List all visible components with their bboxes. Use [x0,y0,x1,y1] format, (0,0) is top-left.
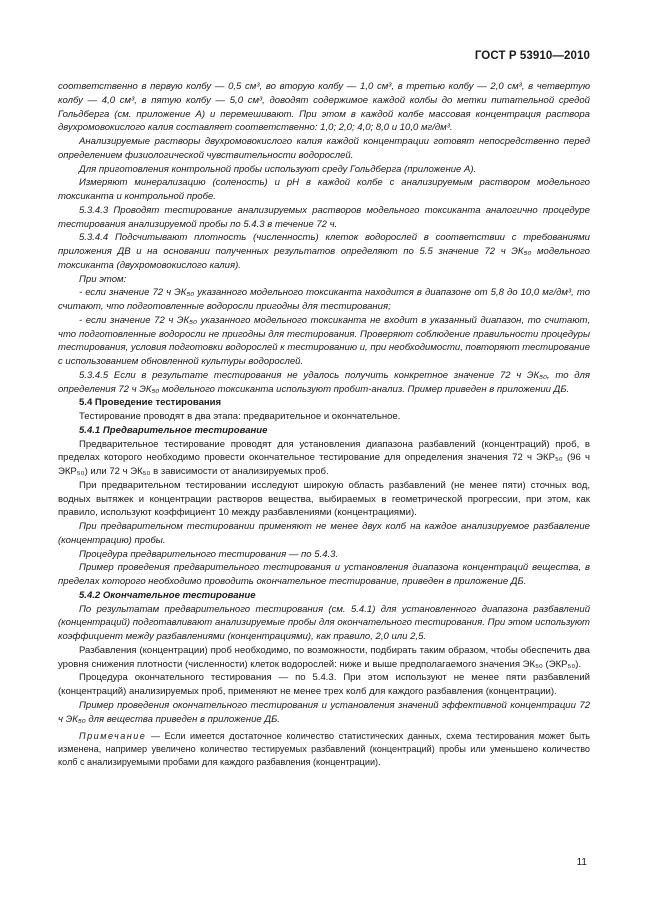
note [58,730,590,769]
paragraph: При этом: [79,273,127,285]
paragraph: Процедура предварительного тестирования — по 5.4.3. [79,548,339,560]
paragraph: Пример проведения окончательного тестирования и установления значений эффективной концентрации 72 ч ЭК₅₀ для вещества приведен в приложение ДБ. [58,699,590,725]
document-body [58,80,590,769]
paragraph: Измеряют минерализацию (соленость) и рН в каждой колбе с анализируемым раствором модельного токсиканта и контрольной пробе. [58,177,590,202]
paragraph: 5.3.4.3 Проводят тестирование анализируемых растворов модельного токсиканта аналогично процедуре тестирования анализируемой пробы по 5.4.3 в течение 72 ч. [58,204,590,230]
paragraph: 5.3.4.5 Если в результате тестирования не удалось получить конкретное значение 72 ч ЭК₅₀, то для определения 72 ч ЭК₅₀ модельного токсиканта используют пробит-анализ. Пример приведен в приложении ДБ. [58,369,590,395]
paragraph: Для приготовления контрольной пробы используют среду Гольдберга (приложение А). [79,163,477,175]
note-label: Примечание [79,731,147,742]
paragraph: соответственно в первую колбу — 0,5 см³, во вторую колбу — 1,0 см³, в третью колбу — 2,0 см³, в четвертую колбу — 4,0 см³, в пятую колбу — 5,0 см³, доводят содержимое каждой колбы до метки питательной средой Гольдберга (см. приложение А) и перемешивают. При этом в каждой колбе массовая концентрация раствора двухромовокислого калия составляет соответственно: 1,0; 2,0; 4,0; 8,0 и 10,0 мг/дм³. [58,81,590,134]
paragraph: 5.3.4.4 Подсчитывают плотность (численность) клеток водорослей в соответствии с требованиями приложения ДВ и на основании полученных результатов определяют по 5.5 значение 72 ч ЭК₅₀ модельного токсиканта (двухромовокислого калия). [58,232,590,271]
paragraph: При предварительном тестировании исследуют широкую область разбавлений (не менее пяти) сточных вод, водных вытяжек и концентрации растворов вещества, выбираемых в геометрической прогрессии, при этом, как правило, используют коэффициент 10 между разбавлениями (концентрациями). [58,479,590,519]
page-number: 11 [576,857,587,868]
subsection-heading: 5.4.2 Окончательное тестирование [79,589,256,601]
paragraph: Анализируемые растворы двухромовокислого калия каждой концентрации готовят непосредственно перед определением физиологической чувствительности водорослей. [58,136,590,161]
paragraph: Пример проведения предварительного тестирования и установления диапазона концентраций вещества, в пределах которого необходимо проводить окончательное тестирование, приведен в приложение ДБ. [58,562,590,587]
paragraph: - если значение 72 ч ЭК₅₀ указанного модельного токсиканта находится в диапазоне от 5,8 до 10,0 мг/дм³, то считают, что подготовленные водоросли пригодны для тестирования; [58,287,590,312]
section-heading: 5.4 Проведение тестирования [79,397,222,409]
paragraph: Тестирование проводят в два этапа: предварительное и окончательное. [79,411,401,422]
paragraph: При предварительном тестировании применяют не менее двух колб на каждое анализируемое разбавление (концентрацию) пробы. [58,521,590,546]
paragraph: По результатам предварительного тестирования (см. 5.4.1) для установленного диапазона разбавлений (концентраций) подготавливают анализируемые пробы для окончательного тестирования. При этом используют коэффициент между разбавлениями (концентрациями), как правило, 2,0 или 2,5. [58,603,590,642]
paragraph: - если значение 72 ч ЭК₅₀ указанного модельного токсиканта не входит в указанный диапазон, то считают, что подготовленные водоросли не пригодны для тестирования. Проверяют соблюдение правильности процедуры тестирования, условия подготовки водорослей к тестированию и, при необходимости, повторяют тестирование с использованием обновленной культуры водорослей. [58,314,590,367]
paragraph: Процедура окончательного тестирования — по 5.4.3. При этом используют не менее пяти разбавлений (концентраций) анализируемых проб, применяют не менее трех колб для каждого разбавления (концентрации). [58,672,590,697]
standard-code-header: ГОСТ Р 53910—2010 [474,50,590,62]
paragraph: Разбавления (концентрации) проб необходимо, по возможности, подбирать таким образом, чтобы обеспечить два уровня снижения плотности (численности) клеток водорослей: ниже и выше предполагаемого значения ЭК₅₀ (ЭКР₅₀). [58,644,590,670]
note-text: — Если имеется достаточное количество статистических данных, схема тестирования может быть изменена, например увеличено количество тестируемых разбавлений (концентраций) пробы или уменьшено количество колб с анализируемыми пробами для каждого разбавления (концентрации). [58,731,590,768]
paragraph: Предварительное тестирование проводят для установления диапазона разбавлений (концентраций) проб, в пределах которого необходимо провести окончательное тестирование для определения значения 72 ч ЭКР₅₀ (96 ч ЭКР₅₀) или 72 ч ЭК₅₀ в зависимости от анализируемых проб. [58,438,590,477]
subsection-heading: 5.4.1 Предварительное тестирование [79,424,268,436]
